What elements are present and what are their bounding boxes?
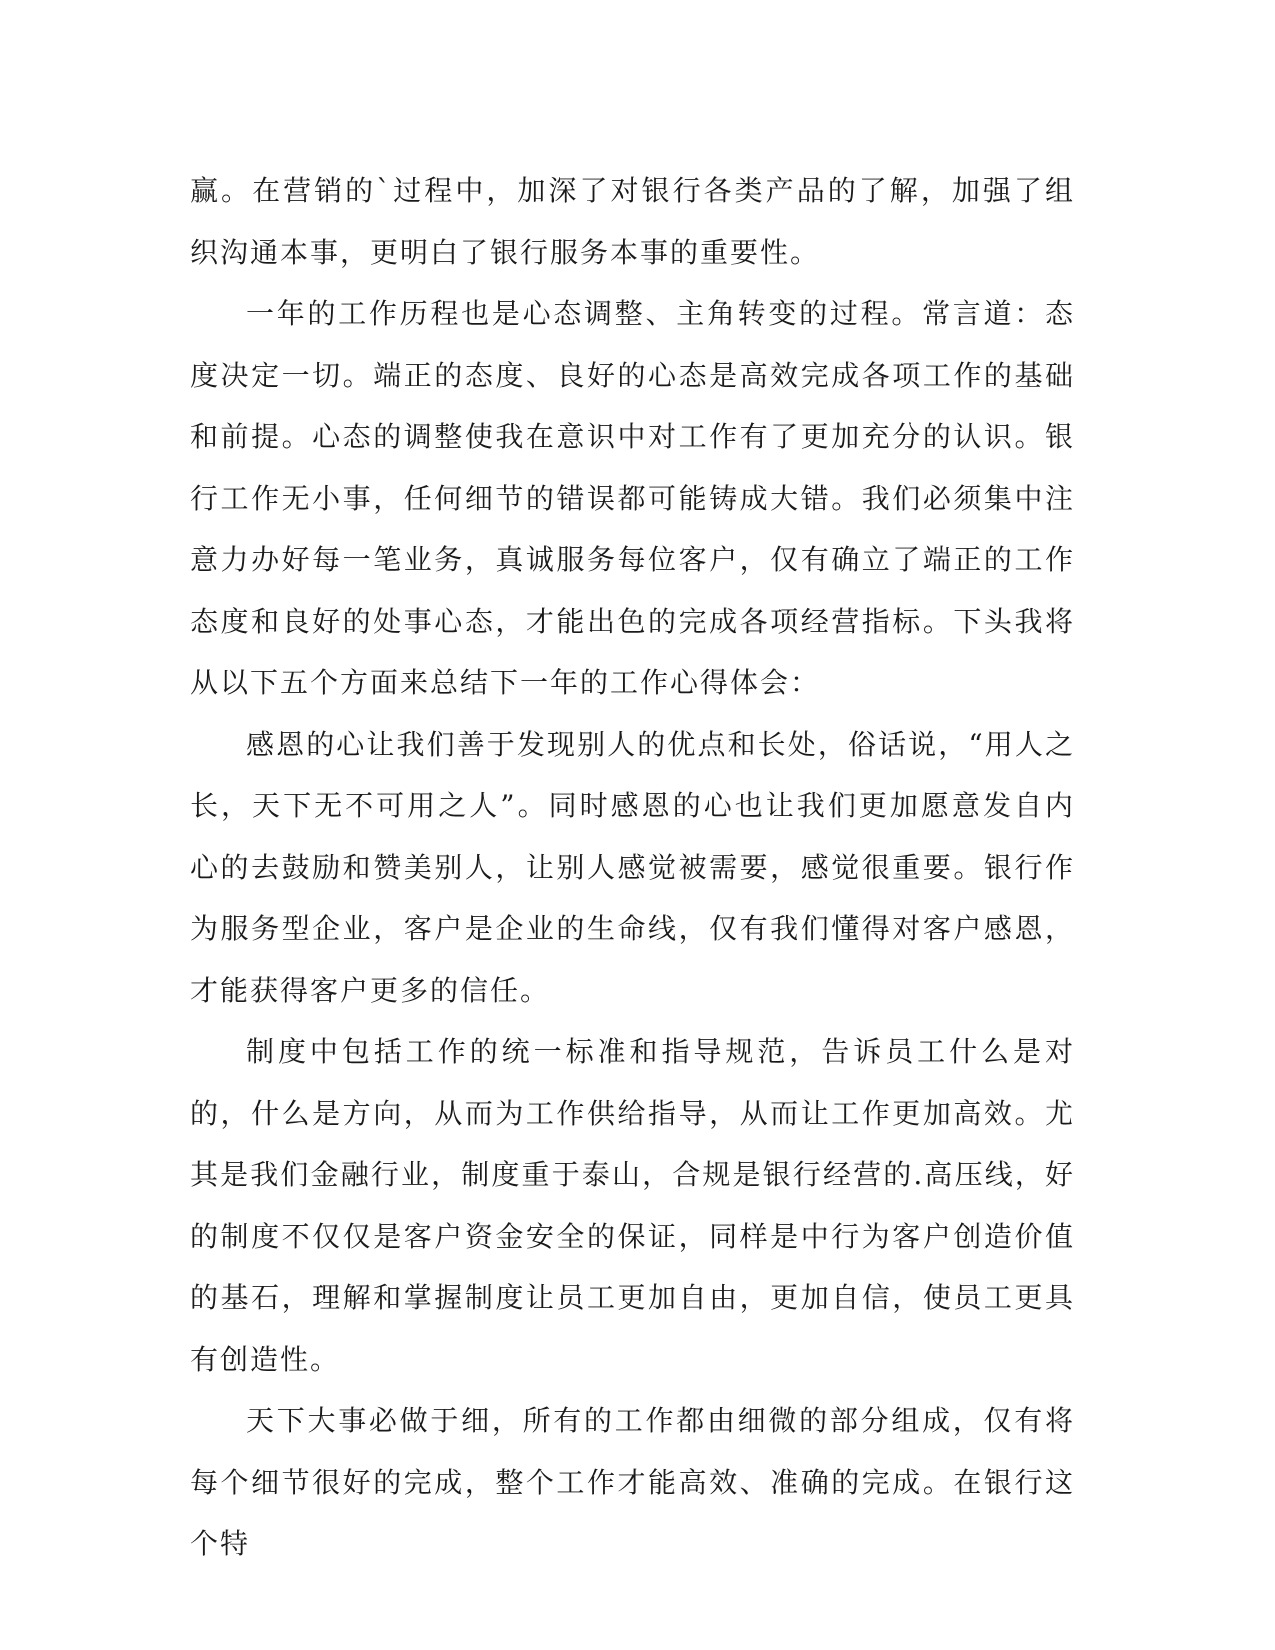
paragraph-2: 一年的工作历程也是心态调整、主角转变的过程。常言道：态度决定一切。端正的态度、良好的心态是高效完成各项工作的基础和前提。心态的调整使我在意识中对工作有了更加充分的认识。银行工作无小事，任何细节的错误都可能铸成大错。我们必须集中注意力办好每一笔业务，真诚服务每位客户，仅有确立了端正的工作态度和良好的处事心态，才能出色的完成各项经营指标。下头我将从以下五个方面来总结下一年的工作心得体会： xyxy=(190,297,1075,699)
paragraph-4: 制度中包括工作的统一标准和指导规范，告诉员工什么是对的，什么是方向，从而为工作供给指导，从而让工作更加高效。尤其是我们金融行业，制度重于泰山，合规是银行经营的.高压线，好的制度不仅仅是客户资金安全的保证，同样是中行为客户创造价值的基石，理解和掌握制度让员工更加自由，更加自信，使员工更具有创造性。 xyxy=(190,1035,1075,1376)
document-body xyxy=(190,160,1075,1575)
paragraph-1: 赢。在营销的`过程中，加深了对银行各类产品的了解，加强了组织沟通本事，更明白了银行服务本事的重要性。 xyxy=(190,174,1075,269)
paragraph-5: 天下大事必做于细，所有的工作都由细微的部分组成，仅有将每个细节很好的完成，整个工作才能高效、准确的完成。在银行这个特 xyxy=(190,1404,1075,1560)
paragraph-3: 感恩的心让我们善于发现别人的优点和长处，俗话说，“用人之长，天下无不可用之人”。同时感恩的心也让我们更加愿意发自内心的去鼓励和赞美别人，让别人感觉被需要，感觉很重要。银行作为服务型企业，客户是企业的生命线，仅有我们懂得对客户感恩，才能获得客户更多的信任。 xyxy=(190,727,1075,1007)
